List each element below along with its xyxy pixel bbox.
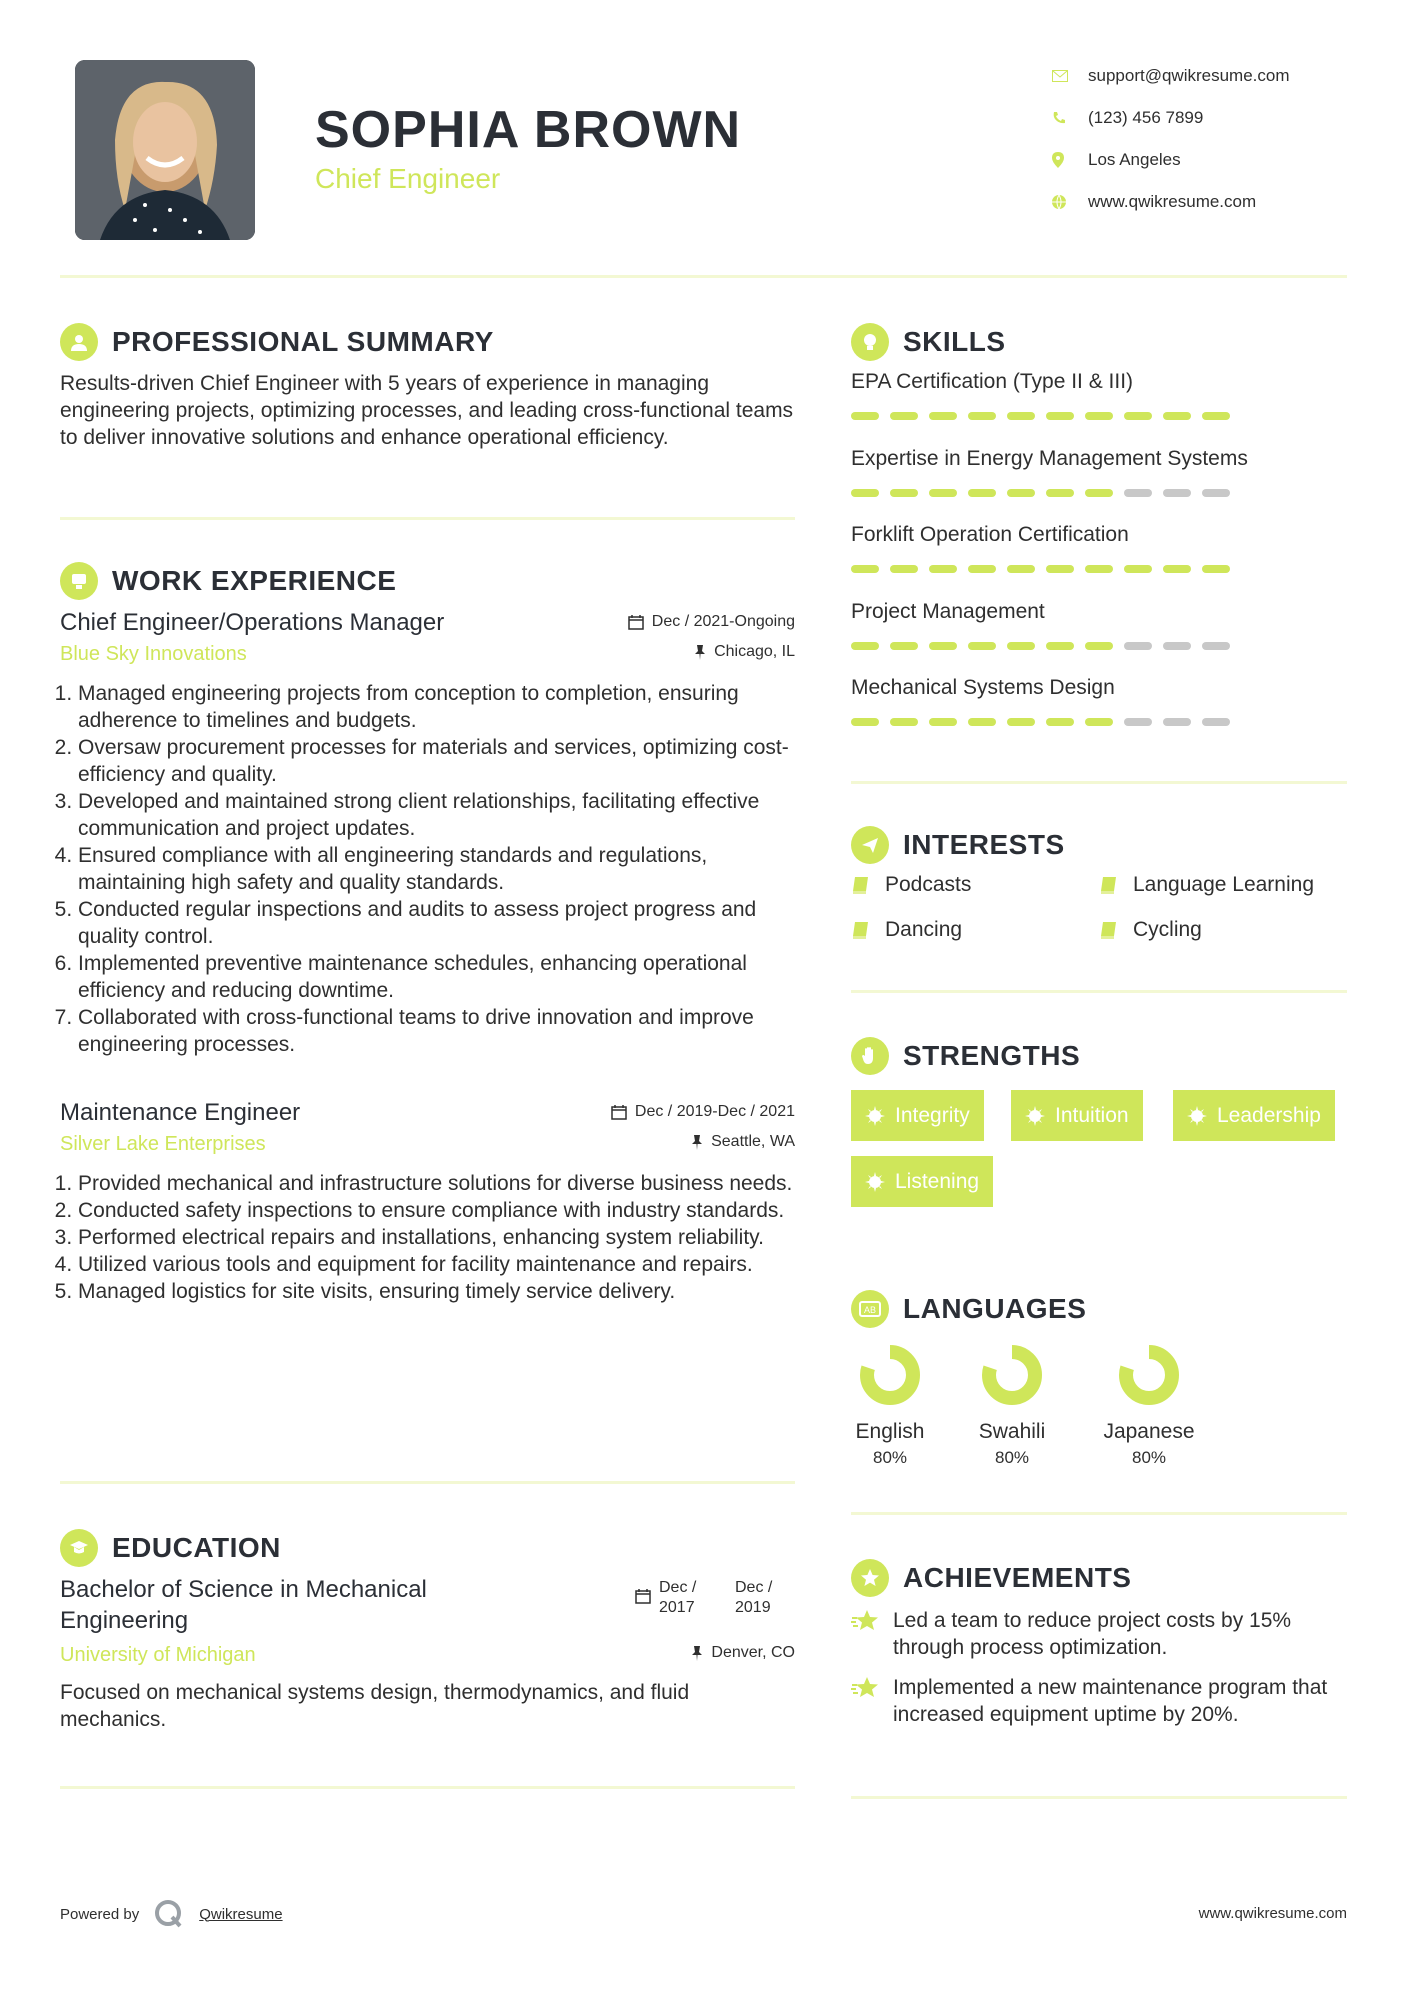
paper-plane-icon xyxy=(851,826,889,864)
strength-label: Integrity xyxy=(895,1103,970,1127)
languages-title: LANGUAGES xyxy=(903,1293,1087,1324)
skill-rating xyxy=(851,565,1331,573)
phone-text: (123) 456 7899 xyxy=(1088,108,1204,127)
skill-rating xyxy=(851,642,1331,650)
contact-block xyxy=(1052,55,1382,223)
book-icon xyxy=(1099,875,1119,895)
lightbulb-icon xyxy=(851,323,889,361)
skill-dot-filled xyxy=(1007,642,1035,650)
pushpin-icon xyxy=(694,644,706,660)
skill-dot-filled xyxy=(1163,412,1191,420)
skill-dot-filled xyxy=(1202,412,1230,420)
achievements-heading xyxy=(851,1559,1131,1597)
job-location-text: Chicago, IL xyxy=(714,643,795,660)
education-location-text: Denver, CO xyxy=(711,1644,795,1661)
summary-divider xyxy=(60,517,795,520)
skill-name: Project Management xyxy=(851,600,1045,623)
skill-dot-filled xyxy=(851,642,879,650)
skill-dot-empty xyxy=(1202,489,1230,497)
education-start-date: Dec / 2017 xyxy=(659,1579,697,1616)
education-end-date: Dec / 2019 xyxy=(735,1579,773,1616)
skill-dot-filled xyxy=(1046,565,1074,573)
job-duties xyxy=(60,680,795,1058)
graduation-icon xyxy=(60,1529,98,1567)
work-title: WORK EXPERIENCE xyxy=(112,565,397,596)
candidate-name: SOPHIA BROWN xyxy=(315,101,742,159)
language-ring-arc xyxy=(867,1352,913,1398)
job-role: Maintenance Engineer xyxy=(60,1099,301,1126)
strength-label: Intuition xyxy=(1055,1103,1129,1127)
interest-item xyxy=(851,918,962,942)
pushpin-icon xyxy=(691,1645,703,1661)
language-percent: 80% xyxy=(872,1448,908,1467)
skill-dot-filled xyxy=(929,565,957,573)
hand-icon xyxy=(851,1037,889,1075)
languages-divider xyxy=(851,1512,1347,1515)
skill-dot-empty xyxy=(1202,718,1230,726)
sun-icon xyxy=(865,1106,885,1126)
powered-by-label: Powered by xyxy=(60,1905,140,1923)
skill-item xyxy=(851,447,1331,497)
briefcase-icon xyxy=(60,562,98,600)
education-dates xyxy=(635,1578,795,1618)
language-item xyxy=(1089,1343,1209,1468)
skill-dot-filled xyxy=(1085,642,1113,650)
skill-item xyxy=(851,523,1331,573)
svg-text:AB: AB xyxy=(863,1305,877,1315)
skill-dot-filled xyxy=(851,718,879,726)
globe-icon xyxy=(1052,195,1088,209)
job-dates xyxy=(611,1103,795,1121)
language-ring xyxy=(858,1343,922,1407)
interest-label: Language Learning xyxy=(1133,873,1315,896)
language-percent: 80% xyxy=(994,1448,1030,1467)
skill-dot-empty xyxy=(1124,489,1152,497)
skill-rating xyxy=(851,412,1331,420)
location-text: Los Angeles xyxy=(1088,150,1181,169)
skill-dot-filled xyxy=(890,718,918,726)
contact-email[interactable] xyxy=(1052,55,1382,97)
header-divider xyxy=(60,275,1347,278)
skill-dot-filled xyxy=(890,489,918,497)
skill-item xyxy=(851,676,1331,726)
sun-icon xyxy=(1025,1106,1045,1126)
list-item: 4. Utilized various tools and equipment for facility maintenance and repairs. xyxy=(78,1251,795,1278)
skill-dot-empty xyxy=(1163,718,1191,726)
education-description: Focused on mechanical systems design, thermodynamics, and fluid mechanics. xyxy=(60,1681,690,1731)
education-entry xyxy=(60,1574,795,1733)
contact-phone[interactable] xyxy=(1052,97,1382,139)
sun-icon xyxy=(865,1172,885,1192)
skill-dot-filled xyxy=(851,565,879,573)
skill-item xyxy=(851,600,1331,650)
language-name: Swahili xyxy=(978,1420,1046,1443)
book-icon xyxy=(851,920,871,940)
skill-name: Expertise in Energy Management Systems xyxy=(851,447,1248,470)
work-heading xyxy=(60,562,396,600)
job-location-text: Seattle, WA xyxy=(711,1133,795,1150)
star-icon xyxy=(851,1609,881,1633)
interest-item xyxy=(851,873,971,897)
email-text: support@qwikresume.com xyxy=(1088,66,1290,85)
skill-dot-filled xyxy=(1163,565,1191,573)
contact-location xyxy=(1052,139,1382,181)
achievements-divider xyxy=(851,1796,1347,1799)
language-percent: 80% xyxy=(1131,1448,1167,1467)
language-item xyxy=(830,1343,950,1468)
skill-name: EPA Certification (Type II & III) xyxy=(851,370,1134,393)
skill-dot-filled xyxy=(1007,412,1035,420)
education-divider xyxy=(60,1786,795,1789)
skill-dot-filled xyxy=(929,718,957,726)
skill-dot-filled xyxy=(1046,489,1074,497)
skill-dot-empty xyxy=(1124,642,1152,650)
job-dates-text: Dec / 2021-Ongoing xyxy=(651,613,795,630)
candidate-title: Chief Engineer xyxy=(315,163,501,194)
skill-dot-filled xyxy=(1085,565,1113,573)
language-ring-arc xyxy=(989,1352,1035,1398)
strength-badge xyxy=(851,1156,993,1207)
skill-dot-filled xyxy=(1007,489,1035,497)
language-item xyxy=(952,1343,1072,1468)
skill-dot-empty xyxy=(1163,642,1191,650)
skill-dot-filled xyxy=(968,565,996,573)
skill-dot-filled xyxy=(890,412,918,420)
skill-dot-empty xyxy=(1124,718,1152,726)
job-dates xyxy=(628,613,795,631)
skill-dot-empty xyxy=(1163,489,1191,497)
book-icon xyxy=(851,875,871,895)
interest-item xyxy=(1099,873,1314,897)
job-duties xyxy=(60,1170,795,1305)
skill-dot-filled xyxy=(1007,565,1035,573)
skill-dot-filled xyxy=(968,489,996,497)
calendar-icon xyxy=(628,614,644,630)
skills-title: SKILLS xyxy=(903,326,1006,357)
summary-title: PROFESSIONAL SUMMARY xyxy=(112,326,494,357)
job-company: Blue Sky Innovations xyxy=(60,643,247,665)
list-item: 2. Oversaw procurement processes for materials and services, optimizing cost-efficiency and quality. xyxy=(78,734,795,788)
strengths-title: STRENGTHS xyxy=(903,1040,1081,1071)
job-entry xyxy=(60,1099,795,1305)
job-company: Silver Lake Enterprises xyxy=(60,1133,266,1155)
translate-icon xyxy=(851,1290,889,1328)
contact-website[interactable] xyxy=(1052,181,1382,223)
interest-item xyxy=(1099,918,1202,942)
languages-heading xyxy=(851,1290,1086,1328)
map-pin-icon xyxy=(1052,152,1088,168)
skill-dot-filled xyxy=(1124,565,1152,573)
phone-icon xyxy=(1052,111,1088,125)
skill-dot-filled xyxy=(929,489,957,497)
skill-dot-filled xyxy=(1046,718,1074,726)
skill-dot-filled xyxy=(1085,718,1113,726)
skill-dot-filled xyxy=(890,642,918,650)
skill-dot-filled xyxy=(890,565,918,573)
strength-badge xyxy=(1173,1090,1335,1141)
skill-item xyxy=(851,370,1331,420)
skills-heading xyxy=(851,323,1006,361)
envelope-icon xyxy=(1052,70,1088,82)
achievement-text: Led a team to reduce project costs by 15% through process optimization. xyxy=(893,1609,1292,1659)
skill-dot-filled xyxy=(1046,412,1074,420)
interests-heading xyxy=(851,826,1065,864)
skill-dot-filled xyxy=(1007,718,1035,726)
skill-name: Mechanical Systems Design xyxy=(851,676,1115,699)
sun-icon xyxy=(1187,1106,1207,1126)
pushpin-icon xyxy=(691,1134,703,1150)
job-entry xyxy=(60,609,795,1058)
list-item: 2. Conducted safety inspections to ensure compliance with industry standards. xyxy=(78,1197,795,1224)
strength-label: Leadership xyxy=(1217,1103,1321,1127)
interest-label: Dancing xyxy=(885,918,963,941)
school-name: University of Michigan xyxy=(60,1644,256,1666)
book-icon xyxy=(1099,920,1119,940)
list-item: 3. Performed electrical repairs and installations, enhancing system reliability. xyxy=(78,1224,795,1251)
skills-divider xyxy=(851,781,1347,784)
list-item: 7. Collaborated with cross-functional teams to drive innovation and improve engineering processes. xyxy=(78,1004,795,1058)
qwikresume-logo-icon xyxy=(153,1898,185,1930)
education-heading xyxy=(60,1529,281,1567)
list-item: 3. Developed and maintained strong client relationships, facilitating effective communication and project updates. xyxy=(78,788,795,842)
work-divider xyxy=(60,1481,795,1484)
job-role: Chief Engineer/Operations Manager xyxy=(60,609,445,636)
summary-text: Results-driven Chief Engineer with 5 years of experience in managing engineering projects, optimizing processes, and leading cross-functional teams to deliver innovative solutions and enhance operational efficiency. xyxy=(60,372,794,449)
skill-dot-filled xyxy=(1085,412,1113,420)
user-icon xyxy=(60,323,98,361)
interests-divider xyxy=(851,990,1347,993)
language-ring xyxy=(980,1343,1044,1407)
footer-website[interactable]: www.qwikresume.com xyxy=(1198,1905,1347,1922)
language-ring xyxy=(1117,1343,1181,1407)
skill-dot-filled xyxy=(851,489,879,497)
interest-label: Podcasts xyxy=(885,873,972,896)
skill-rating xyxy=(851,718,1331,726)
list-item: 6. Implemented preventive maintenance schedules, enhancing operational efficiency and reducing downtime. xyxy=(78,950,795,1004)
skill-dot-filled xyxy=(968,412,996,420)
skill-dot-filled xyxy=(1202,565,1230,573)
degree-name: Bachelor of Science in Mechanical Engineering xyxy=(60,1576,427,1634)
skill-rating xyxy=(851,489,1331,497)
skill-dot-empty xyxy=(1202,642,1230,650)
calendar-icon xyxy=(611,1104,627,1120)
job-dates-text: Dec / 2019-Dec / 2021 xyxy=(634,1103,795,1120)
achievement-text: Implemented a new maintenance program that increased equipment uptime by 20%. xyxy=(893,1676,1328,1726)
skill-dot-filled xyxy=(929,642,957,650)
language-name: English xyxy=(855,1420,925,1443)
achievement-item xyxy=(851,1607,1351,1661)
skill-dot-filled xyxy=(968,642,996,650)
list-item: 5. Conducted regular inspections and audits to assess project progress and quality control. xyxy=(78,896,795,950)
job-location xyxy=(694,643,795,661)
list-item: 1. Managed engineering projects from conception to completion, ensuring adherence to timelines and budgets. xyxy=(78,680,795,734)
strength-badge xyxy=(1011,1090,1143,1141)
skill-dot-filled xyxy=(1046,642,1074,650)
skill-dot-filled xyxy=(1124,412,1152,420)
list-item: 4. Ensured compliance with all engineering standards and regulations, maintaining high safety and quality standards. xyxy=(78,842,795,896)
language-ring-arc xyxy=(1126,1352,1172,1398)
skill-dot-filled xyxy=(929,412,957,420)
footer-powered-by xyxy=(60,1898,283,1930)
calendar-icon xyxy=(635,1588,651,1604)
education-title: EDUCATION xyxy=(112,1532,281,1563)
education-location xyxy=(691,1644,795,1662)
star-badge-icon xyxy=(851,1559,889,1597)
list-item: 5. Managed logistics for site visits, ensuring timely service delivery. xyxy=(78,1278,795,1305)
skill-dot-filled xyxy=(851,412,879,420)
profile-photo xyxy=(75,60,255,240)
skill-name: Forklift Operation Certification xyxy=(851,523,1129,546)
brand-link[interactable]: Qwikresume xyxy=(199,1905,283,1923)
skill-dot-filled xyxy=(1085,489,1113,497)
website-text: www.qwikresume.com xyxy=(1088,192,1257,211)
interests-title: INTERESTS xyxy=(903,829,1065,860)
language-name: Japanese xyxy=(1103,1420,1195,1443)
achievements-title: ACHIEVEMENTS xyxy=(903,1562,1132,1593)
achievement-item xyxy=(851,1674,1351,1728)
strengths-heading xyxy=(851,1037,1080,1075)
interest-label: Cycling xyxy=(1133,918,1202,941)
job-location xyxy=(691,1133,795,1151)
star-icon xyxy=(851,1676,881,1700)
summary-heading xyxy=(60,323,494,361)
strength-label: Listening xyxy=(895,1169,980,1193)
skill-dot-filled xyxy=(968,718,996,726)
strength-badge xyxy=(851,1090,984,1141)
list-item: 1. Provided mechanical and infrastructure solutions for diverse business needs. xyxy=(78,1170,795,1197)
